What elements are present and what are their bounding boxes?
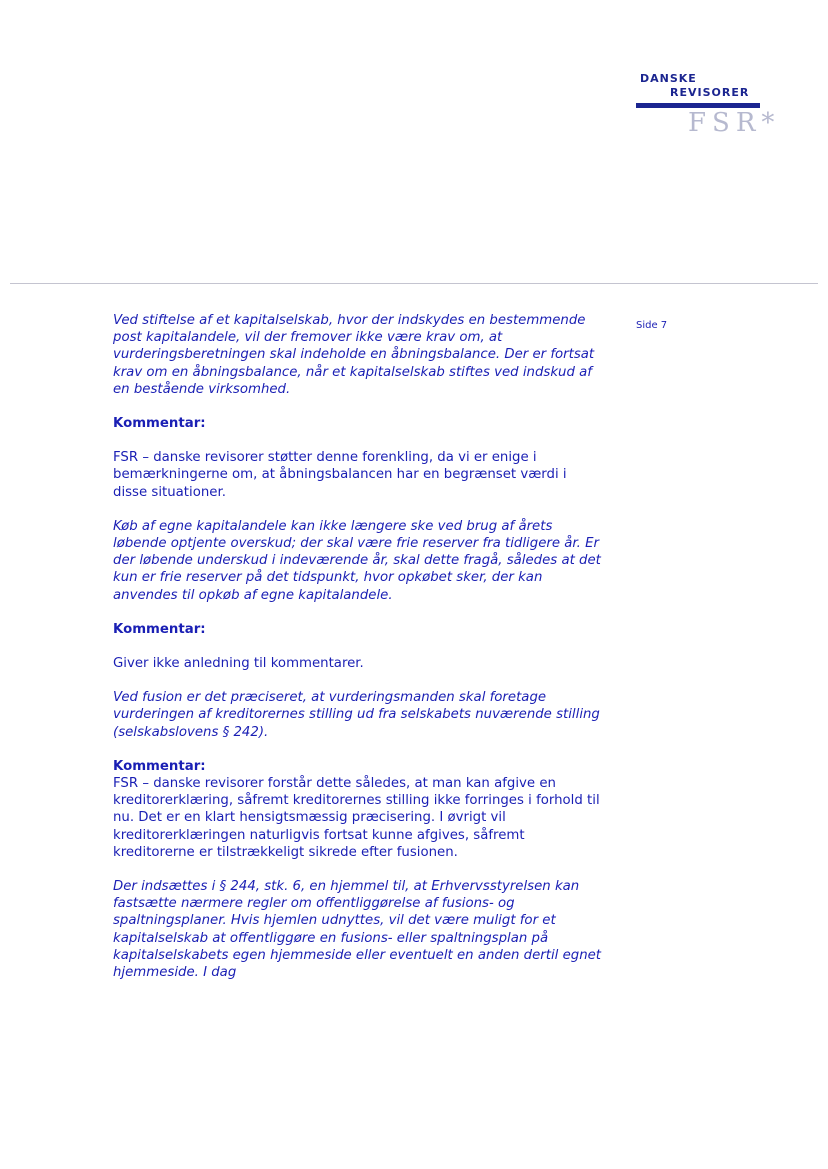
document-body — [113, 312, 603, 981]
paragraph-fusion: Ved fusion er det præciseret, at vurderingsmanden skal foretage vurderingen af kreditorernes stilling ud fra selskabets nuværende stilling (selskabslovens § 242). — [113, 690, 600, 740]
comment-heading-1: Kommentar: — [113, 416, 206, 432]
comment-text-1: FSR – danske revisorer støtter denne forenkling, da vi er enige i bemærkningerne om, at åbningsbalancen har en begrænset værdi i disse situationer. — [113, 450, 567, 500]
paragraph-offentliggoerelse: Der indsættes i § 244, stk. 6, en hjemmel til, at Erhvervsstyrelsen kan fastsætte nærmere regler om offentliggørelse af fusions- og spaltningsplaner. Hvis hjemlen udnyttes, vil det være muligt for et kapitalselskab at offentliggøre en fusions- eller spaltningsplan på kapitalselskabets egen hjemmeside eller eventuelt en anden dertil egnet hjemmeside. I dag — [113, 879, 602, 981]
comment-text-3: FSR – danske revisorer forstår dette således, at man kan afgive en kreditorerklæring, såfremt kreditorernes stilling ikke forringes i forhold til nu. Det er en klart hensigtsmæssig præcisering. I øvrigt vil kreditorerklæringen naturligvis fortsat kunne afgives, såfremt kreditorerne er tilstrækkeligt sikrede efter fusionen. — [113, 776, 600, 860]
logo-line-danske: DANSKE — [640, 72, 697, 85]
fsr-logo — [636, 72, 781, 138]
paragraph-stiftelse: Ved stiftelse af et kapitalselskab, hvor der indskydes en bestemmende post kapitalandele, vil der fremover ikke være krav om, at vurderingsberetningen skal indeholde en åbningsbalance. Der er fortsat krav om en åbningsbalance, når et kapitalselskab stiftes ved indskud af en bestående virksomhed. — [113, 313, 595, 397]
paragraph-egne-kapitalandele: Køb af egne kapitalandele kan ikke længere ske ved brug af årets løbende optjente overskud; der skal være frie reserver fra tidligere år. Er der løbende underskud i indeværende år, skal dette fragå, således at det kun er frie reserver på det tidspunkt, hvor opkøbet sker, der kan anvendes til opkøb af egne kapitalandele. — [113, 518, 601, 603]
comment-text-2: Giver ikke anledning til kommentarer. — [113, 656, 364, 672]
comment-heading-2: Kommentar: — [113, 621, 206, 637]
comment-heading-3: Kommentar: — [113, 758, 206, 774]
header-divider — [10, 283, 818, 284]
logo-line-revisorer: REVISORER — [670, 86, 750, 99]
page-number: Side 7 — [636, 320, 668, 331]
logo-fsr-mark: FSR* — [688, 108, 781, 138]
